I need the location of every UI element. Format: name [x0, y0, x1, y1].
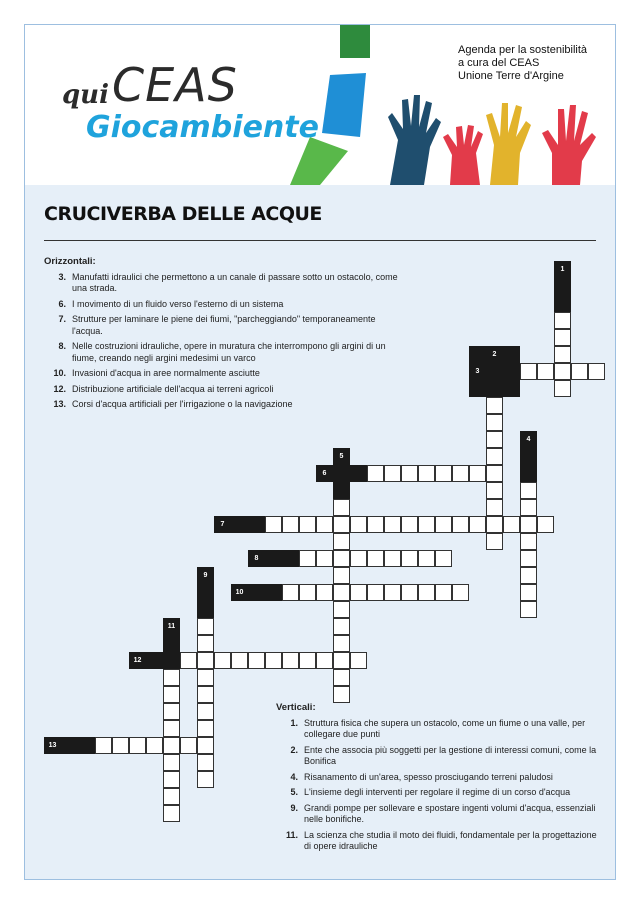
- clue-text: Risanamento di un'area, spesso prosciugando terreni paludosi: [304, 771, 553, 782]
- crossword-cell[interactable]: [333, 516, 350, 533]
- crossword-cell[interactable]: [520, 584, 537, 601]
- hand-yellow-icon: [486, 103, 531, 185]
- crossword-cell[interactable]: [401, 584, 418, 601]
- crossword-cell[interactable]: [486, 516, 503, 533]
- crossword-cell[interactable]: [180, 737, 197, 754]
- clue-number: 8.: [58, 341, 66, 351]
- crossword-cell[interactable]: [486, 482, 503, 499]
- crossword-cell[interactable]: [554, 380, 571, 397]
- clue-text: Corsi d'acqua artificiali per l'irrigazione o la navigazione: [72, 399, 293, 409]
- clue-text: L'insieme degli interventi per regolare il regime di un corso d'acqua: [304, 787, 571, 797]
- clue-text: Invasioni d'acqua in aree normalmente asciutte: [72, 368, 260, 378]
- crossword-cell[interactable]: [384, 550, 401, 567]
- crossword-cell[interactable]: [333, 669, 350, 686]
- clue-item: [276, 787, 606, 799]
- clue-number-cell: 11: [163, 618, 180, 635]
- horizontal-clues: [44, 256, 404, 415]
- crossword-cell[interactable]: [197, 720, 214, 737]
- clue-item: [276, 718, 606, 741]
- clue-text: Distribuzione artificiale dell'acqua ai terreni agricoli: [72, 383, 274, 394]
- clue-item: [276, 745, 606, 768]
- clue-number: 6.: [58, 298, 66, 309]
- clue-number-cell: 3: [469, 363, 486, 380]
- crossword-cell[interactable]: [163, 686, 180, 703]
- crossword-cell[interactable]: [129, 737, 146, 754]
- crossword-cell[interactable]: [163, 805, 180, 822]
- crossword-cell[interactable]: [486, 414, 503, 431]
- crossword-cell[interactable]: [452, 584, 469, 601]
- crossword-cell[interactable]: [197, 669, 214, 686]
- agenda-line: a cura del CEAS: [458, 57, 540, 69]
- crossword-cell[interactable]: [333, 601, 350, 618]
- crossword-cell[interactable]: [554, 329, 571, 346]
- crossword-cell[interactable]: [316, 584, 333, 601]
- crossword-cell[interactable]: [384, 584, 401, 601]
- crossword-cell[interactable]: [95, 737, 112, 754]
- crossword-cell[interactable]: [333, 652, 350, 669]
- crossword-cell[interactable]: [537, 516, 554, 533]
- crossword-cell[interactable]: [520, 482, 537, 499]
- horizontal-heading: Orizzontali:: [44, 256, 96, 267]
- clue-item: [44, 341, 404, 364]
- clue-number: 5.: [290, 787, 298, 797]
- clue-text: Ente che associa più soggetti per la gestione di interessi comuni, come la Bonifica: [304, 744, 597, 766]
- crossword-cell[interactable]: [299, 652, 316, 669]
- crossword-cell[interactable]: [401, 516, 418, 533]
- hand-red-right-icon: [542, 105, 596, 185]
- clue-number-cell: 12: [129, 652, 146, 669]
- crossword-cell[interactable]: [401, 550, 418, 567]
- crossword-cell[interactable]: [520, 567, 537, 584]
- crossword-cell[interactable]: [197, 737, 214, 754]
- crossword-cell[interactable]: [520, 601, 537, 618]
- crossword-cell[interactable]: [350, 516, 367, 533]
- crossword-cell[interactable]: [197, 652, 214, 669]
- crossword-cell[interactable]: [367, 465, 384, 482]
- crossword-cell[interactable]: [163, 737, 180, 754]
- clue-item: [44, 314, 404, 337]
- crossword-cell[interactable]: [197, 771, 214, 788]
- clue-text: Nelle costruzioni idrauliche, opere in muratura che interrompono gli argini di un fiume, creando negli argini medesimi un varco: [72, 341, 386, 363]
- crossword-cell[interactable]: [520, 516, 537, 533]
- crossword-cell[interactable]: [197, 635, 214, 652]
- clue-item: [44, 368, 404, 380]
- crossword-cell[interactable]: [486, 499, 503, 516]
- clue-number-cell: 8: [248, 550, 265, 567]
- crossword-cell[interactable]: [435, 550, 452, 567]
- clue-text: La scienza che studia il moto dei fluidi, fondamentale per la progettazione di opere idrauliche: [304, 829, 597, 851]
- crossword-cell[interactable]: [367, 584, 384, 601]
- crossword-cell[interactable]: [350, 584, 367, 601]
- crossword-cell[interactable]: [469, 465, 486, 482]
- crossword-cell[interactable]: [214, 652, 231, 669]
- crossword-cell[interactable]: [146, 737, 163, 754]
- crossword-cell[interactable]: [520, 550, 537, 567]
- crossword-cell[interactable]: [503, 516, 520, 533]
- crossword-cell[interactable]: [180, 652, 197, 669]
- clue-text: Strutture per laminare le piene dei fiumi, "parcheggiando" temporaneamente l'acqua.: [72, 314, 376, 336]
- crossword-cell[interactable]: [418, 550, 435, 567]
- clue-number: 9.: [290, 802, 298, 813]
- agenda-line: Unione Terre d'Argine: [458, 70, 564, 82]
- crossword-cell[interactable]: [520, 533, 537, 550]
- vertical-heading: Verticali:: [276, 702, 316, 713]
- clue-text: Grandi pompe per sollevare e spostare ingenti volumi d'acqua, essenziali nelle bonifiche.: [304, 802, 596, 824]
- crossword-cell[interactable]: [537, 363, 554, 380]
- clue-number-cell: 10: [231, 584, 248, 601]
- crossword-cell[interactable]: [554, 312, 571, 329]
- crossword-cell[interactable]: [299, 550, 316, 567]
- crossword-cell[interactable]: [418, 465, 435, 482]
- crossword-cell[interactable]: [282, 516, 299, 533]
- crossword-cell[interactable]: [163, 754, 180, 771]
- crossword-cell[interactable]: [265, 516, 282, 533]
- clue-number: 10.: [53, 368, 66, 378]
- crossword-cell[interactable]: [316, 516, 333, 533]
- crossword-cell[interactable]: [571, 363, 588, 380]
- clue-number-cell: 9: [197, 567, 214, 584]
- crossword-cell[interactable]: [384, 516, 401, 533]
- crossword-cell[interactable]: [520, 363, 537, 380]
- clue-item: [276, 803, 606, 826]
- logo-giocambiente: Giocambiente: [86, 110, 319, 145]
- crossword-cell[interactable]: [299, 584, 316, 601]
- clue-number: 7.: [58, 314, 66, 324]
- crossword-cell[interactable]: [163, 720, 180, 737]
- crossword-cell[interactable]: [316, 652, 333, 669]
- crossword-cell[interactable]: [265, 652, 282, 669]
- crossword-cell[interactable]: [469, 516, 486, 533]
- crossword-cell[interactable]: [333, 550, 350, 567]
- crossword-cell[interactable]: [452, 516, 469, 533]
- crossword-cell[interactable]: [333, 635, 350, 652]
- crossword-cell[interactable]: [350, 652, 367, 669]
- clue-number: 1.: [290, 717, 298, 728]
- crossword-cell[interactable]: [282, 652, 299, 669]
- crossword-cell[interactable]: [486, 533, 503, 550]
- crossword-cell[interactable]: [333, 686, 350, 703]
- clue-number: 11.: [285, 829, 298, 840]
- clue-item: [44, 384, 404, 396]
- clue-text: I movimento di un fluido verso l'esterno di un sistema: [72, 298, 284, 309]
- clue-number-cell: 4: [520, 431, 537, 448]
- crossword-cell[interactable]: [384, 465, 401, 482]
- clue-item: [44, 272, 404, 295]
- clue-item: [276, 772, 606, 784]
- crossword-cell[interactable]: [333, 499, 350, 516]
- crossword-cell[interactable]: [350, 550, 367, 567]
- crossword-cell[interactable]: [163, 771, 180, 788]
- crossword-cell[interactable]: [197, 754, 214, 771]
- title-divider: [44, 240, 596, 241]
- vertical-clues: [276, 702, 606, 857]
- crossword-cell[interactable]: [401, 465, 418, 482]
- crossword-cell[interactable]: [486, 448, 503, 465]
- crossword-cell[interactable]: [163, 703, 180, 720]
- crossword-cell[interactable]: [197, 703, 214, 720]
- crossword-cell[interactable]: [588, 363, 605, 380]
- crossword-cell[interactable]: [248, 652, 265, 669]
- hand-navy-icon: [388, 95, 441, 185]
- clue-number-cell: 2: [486, 346, 503, 363]
- clue-number: 4.: [290, 771, 298, 782]
- crossword-cell[interactable]: [486, 397, 503, 414]
- crossword-cell[interactable]: [197, 618, 214, 635]
- logo-qui: qui: [62, 80, 109, 110]
- stripe-green-dark: [340, 25, 370, 58]
- clue-text: Manufatti idraulici che permettono a un canale di passare sotto un ostacolo, come una strada.: [72, 271, 398, 293]
- crossword-cell[interactable]: [333, 533, 350, 550]
- clue-number: 2.: [290, 744, 298, 755]
- clue-item: [44, 299, 404, 311]
- crossword-cell[interactable]: [282, 584, 299, 601]
- crossword-cell[interactable]: [435, 584, 452, 601]
- clue-number-cell: 7: [214, 516, 231, 533]
- crossword-cell[interactable]: [299, 516, 316, 533]
- crossword-cell[interactable]: [554, 363, 571, 380]
- hand-red-left-icon: [443, 125, 483, 185]
- crossword-cell[interactable]: [486, 431, 503, 448]
- crossword-cell[interactable]: [435, 465, 452, 482]
- crossword-cell[interactable]: [486, 465, 503, 482]
- clue-number: 12.: [53, 383, 66, 394]
- crossword-cell[interactable]: [435, 516, 452, 533]
- clue-number: 3.: [58, 271, 66, 282]
- crossword-cell[interactable]: [163, 669, 180, 686]
- clue-number-cell: 5: [333, 448, 350, 465]
- crossword-cell[interactable]: [231, 652, 248, 669]
- clue-number-cell: 6: [316, 465, 333, 482]
- clue-number-cell: 13: [44, 737, 61, 754]
- crossword-cell[interactable]: [367, 550, 384, 567]
- crossword-cell[interactable]: [333, 567, 350, 584]
- crossword-cell[interactable]: [452, 465, 469, 482]
- page-title: CRUCIVERBA DELLE ACQUE: [44, 203, 322, 225]
- crossword-cell[interactable]: [418, 516, 435, 533]
- clue-number-cell: 1: [554, 261, 571, 278]
- clue-text: Struttura fisica che supera un ostacolo, come un fiume o una valle, per collegare due punti: [304, 717, 586, 739]
- crossword-cell[interactable]: [316, 550, 333, 567]
- logo-ceas: CEAS: [112, 58, 238, 112]
- crossword-cell[interactable]: [333, 584, 350, 601]
- crossword-cell[interactable]: [163, 788, 180, 805]
- crossword-cell[interactable]: [418, 584, 435, 601]
- agenda-text: [458, 44, 587, 83]
- crossword-cell[interactable]: [197, 686, 214, 703]
- crossword-cell[interactable]: [520, 499, 537, 516]
- crossword-cell[interactable]: [333, 618, 350, 635]
- crossword-cell[interactable]: [554, 346, 571, 363]
- stripe-blue: [322, 73, 366, 137]
- crossword-cell[interactable]: [367, 516, 384, 533]
- clue-number: 13.: [53, 399, 66, 409]
- clue-item: [276, 830, 606, 853]
- agenda-line: Agenda per la sostenibilità: [458, 44, 588, 56]
- clue-item: [44, 399, 404, 411]
- crossword-cell[interactable]: [112, 737, 129, 754]
